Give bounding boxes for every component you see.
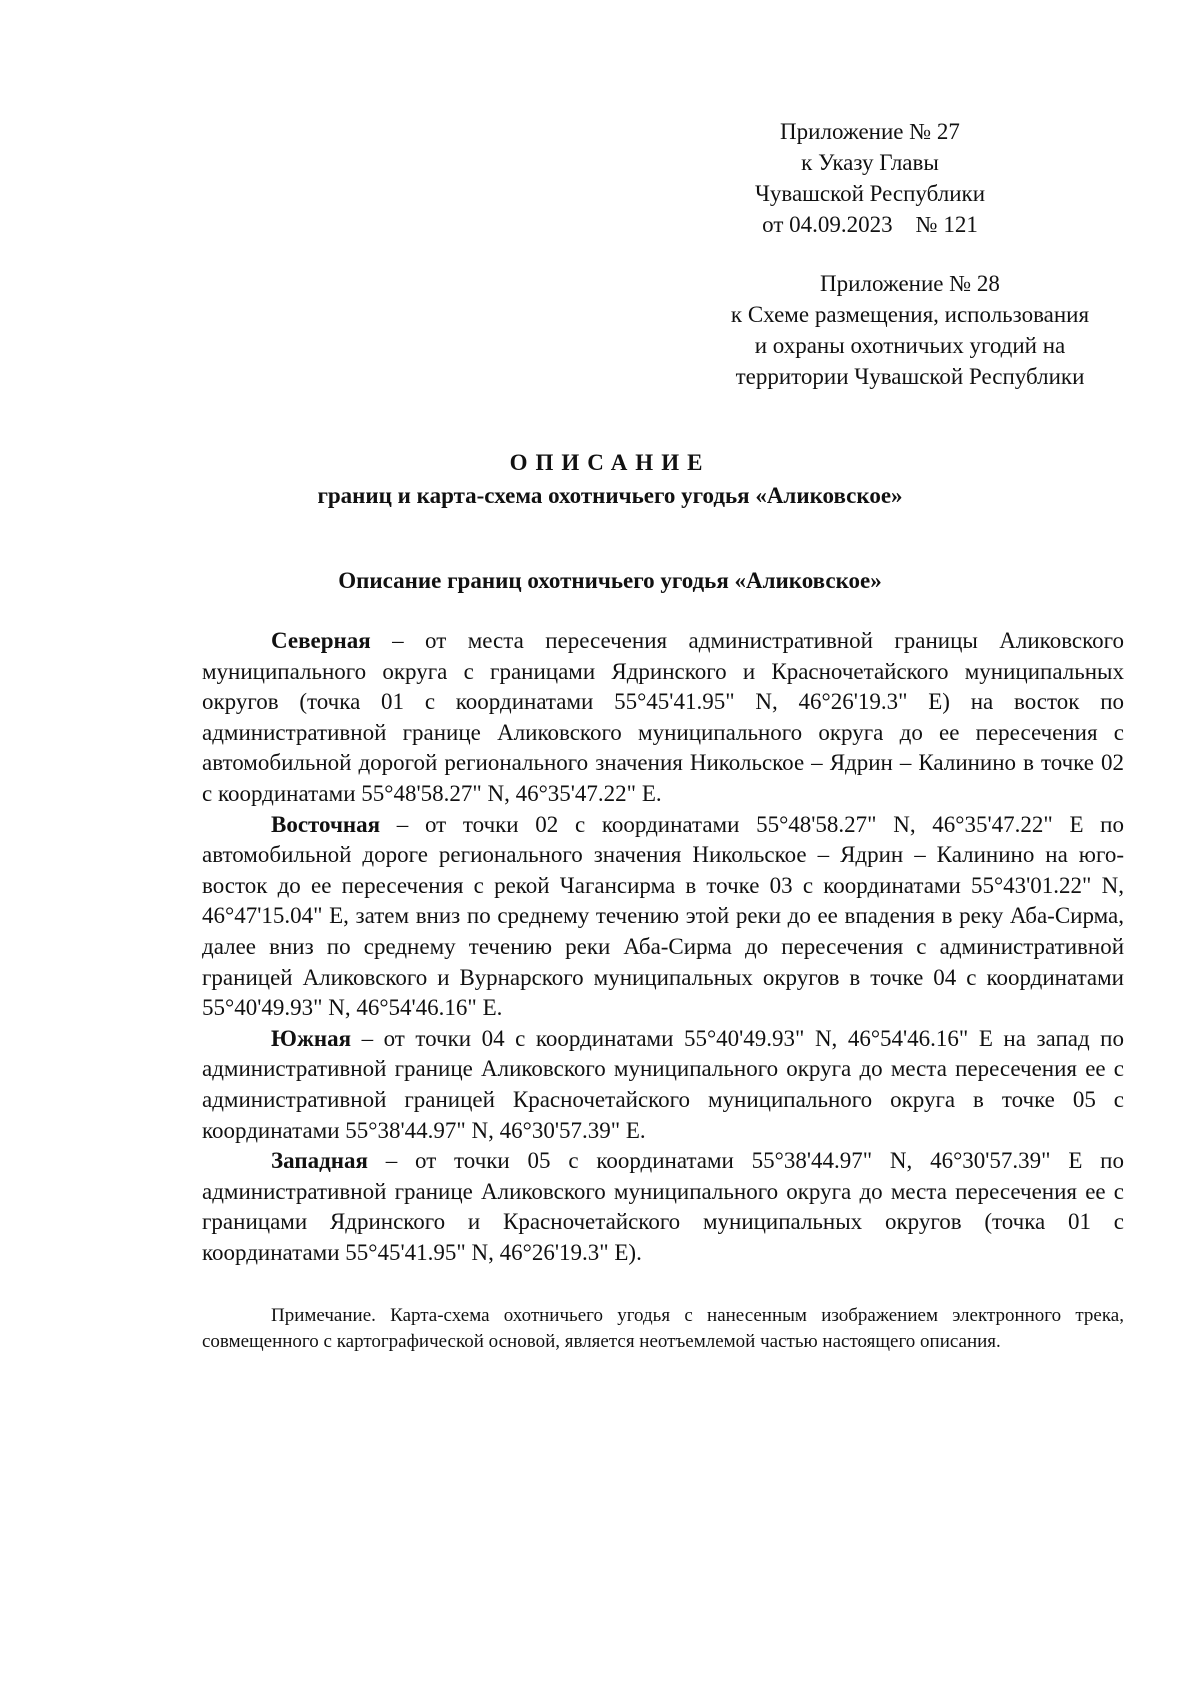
annex-27-decree: к Указу Главы	[801, 150, 939, 175]
boundary-west-label: Западная	[271, 1148, 368, 1174]
annex-27-number: Приложение № 27	[780, 119, 960, 144]
boundary-south-label: Южная	[271, 1025, 352, 1051]
section-title: Описание границ охотничьего угодья «Аликовское»	[338, 568, 882, 593]
boundary-west	[202, 1146, 1124, 1268]
title-main: ОПИСАНИЕ	[509, 450, 711, 475]
note: Примечание. Карта-схема охотничьего угодья с нанесенным изображением электронного трека, совмещенного с картографической основой, является неотъемлемой частью настоящего описания.	[202, 1305, 1124, 1352]
boundary-east-text: – от точки 02 с координатами 55°48'58.27" N, 46°35'47.22" E по автомобильной дороге регионального значения Никольское – Ядрин – Калинино на юго-восток до ее пересечения с рекой Чагансирма в точке 03 с координатами 55°43'01.22" N, 46°47'15.04" E, затем вниз по среднему течению этой реки до ее впадения в реку Аба-Сирма, далее вниз по среднему течению реки Аба-Сирма до пересечения с административной границей Аликовского и Вурнарского муниципальных округов в точке 04 с координатами 55°40'49.93" N, 46°54'46.16" E.	[202, 811, 1124, 1021]
boundary-south-text: – от точки 04 с координатами 55°40'49.93" N, 46°54'46.16" E на запад по административной границе Аликовского муниципального округа до места пересечения ее с административной границей Красночетайского муниципального округа в точке 05 с координатами 55°38'44.97" N, 46°30'57.39" E.	[202, 1025, 1124, 1143]
boundary-north-label: Северная	[271, 628, 371, 653]
annex-28-number: Приложение № 28	[820, 271, 1000, 296]
title-subtitle: границ и карта-схема охотничьего угодья «Аликовское»	[317, 483, 903, 508]
annex-28-protection: и охраны охотничьих угодий на	[754, 333, 1066, 358]
boundaries-description	[202, 626, 1124, 1268]
boundary-east	[202, 810, 1124, 1024]
annex-28-territory: территории Чувашской Республики	[735, 364, 1085, 389]
boundary-west-text: – от точки 05 с координатами 55°38'44.97" N, 46°30'57.39" E по административной границе Аликовского муниципального округа до места пересечения ее с границами Ядринского и Красночетайского муниципальных округов (точка 01 с координатами 55°45'41.95" N, 46°26'19.3" E).	[202, 1148, 1124, 1265]
boundary-north	[202, 626, 1124, 810]
annex-28-scheme: к Схеме размещения, использования	[730, 302, 1090, 327]
boundary-north-text: – от места пересечения административной границы Аликовского муниципального округа с границами Ядринского и Красночетайского муниципальных округов (точка 01 с координатами 55°45'41.95" N, 46°26'19.3" E) на восток по административной границе Аликовского муниципального округа до ее пересечения с автомобильной дорогой регионального значения Никольское – Ядрин – Калинино в точке 02 с координатами 55°48'58.27" N, 46°35'47.22" E.	[202, 628, 1124, 806]
annex-27-republic: Чувашской Республики	[754, 181, 986, 206]
annex-28-header	[690, 268, 1130, 392]
boundary-south	[202, 1024, 1124, 1146]
document-title	[0, 446, 1200, 512]
boundary-east-label: Восточная	[271, 811, 381, 837]
annex-27-header	[690, 116, 1050, 240]
annex-27-date: от 04.09.2023 № 121	[762, 212, 978, 237]
